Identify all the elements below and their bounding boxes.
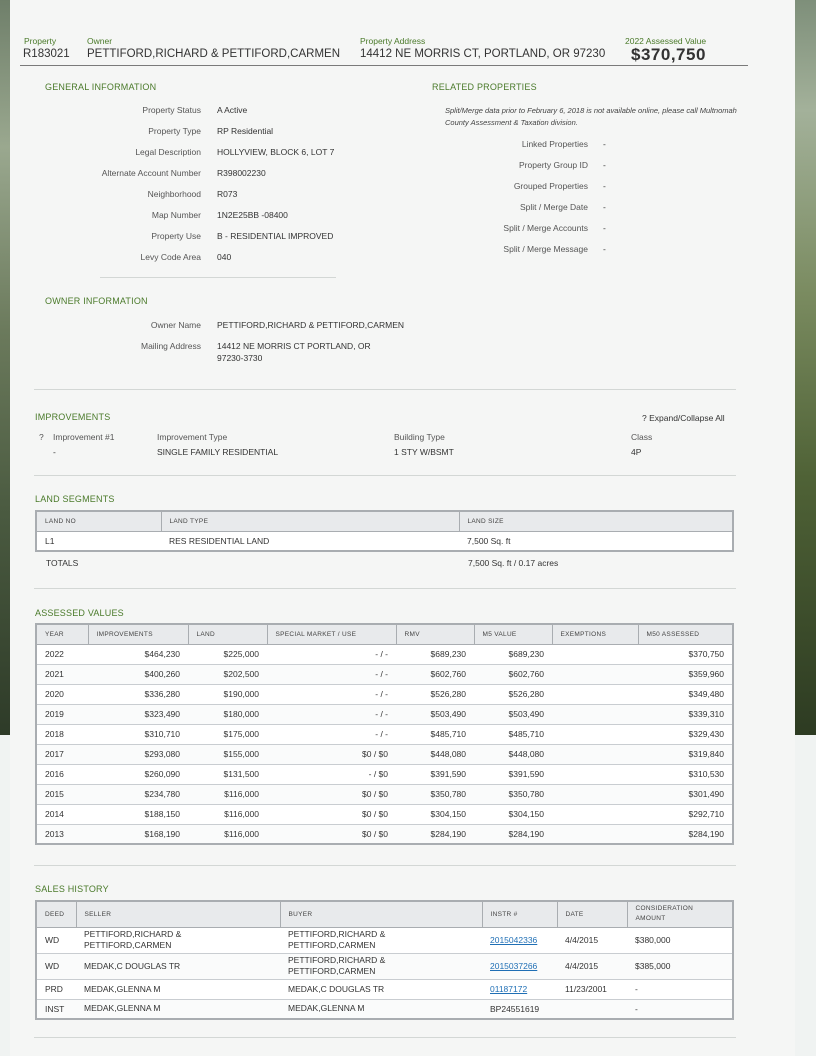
date-cell: 4/4/2015 xyxy=(557,927,627,953)
assessed-cell: 2018 xyxy=(36,724,88,744)
land-row xyxy=(36,531,733,551)
improvements-divider xyxy=(34,475,736,476)
instr-link[interactable]: 01187172 xyxy=(490,984,528,994)
assessed-cell xyxy=(552,644,638,664)
improvement-number-header: Improvement #1 xyxy=(53,432,115,442)
background-image-right xyxy=(794,0,816,735)
related-label: Linked Properties xyxy=(521,139,588,149)
land-size-header: LAND SIZE xyxy=(459,511,733,531)
assessed-cell: 2020 xyxy=(36,684,88,704)
assessed-cell: $0 / $0 xyxy=(267,784,396,804)
related-value: - xyxy=(603,223,606,233)
land-segments-title: LAND SEGMENTS xyxy=(35,494,115,504)
deed-cell: PRD xyxy=(36,979,76,999)
land-cell: 7,500 Sq. ft xyxy=(459,531,733,551)
related-value: - xyxy=(603,202,606,212)
assessed-row xyxy=(36,704,733,724)
general-value: RP Residential xyxy=(217,126,274,136)
assessed-cell xyxy=(552,704,638,724)
assessed-cell: $168,190 xyxy=(88,824,188,844)
assessed-cell: $319,840 xyxy=(638,744,733,764)
general-value: R398002230 xyxy=(217,168,266,178)
address-label: Property Address xyxy=(360,36,426,46)
assessed-cell: $175,000 xyxy=(188,724,267,744)
buyer-cell xyxy=(280,953,482,979)
related-label: Split / Merge Message xyxy=(503,244,588,254)
assessed-cell: $323,490 xyxy=(88,704,188,724)
sales-row xyxy=(36,953,733,979)
rmv-header: RMV xyxy=(396,624,474,644)
assessed-cell: $301,490 xyxy=(638,784,733,804)
deed-cell: WD xyxy=(36,953,76,979)
assessed-row xyxy=(36,644,733,664)
buyer-cell xyxy=(280,979,482,999)
assessed-cell: $350,780 xyxy=(474,784,552,804)
assessed-cell: 2013 xyxy=(36,824,88,844)
assessed-cell: - / - xyxy=(267,644,396,664)
general-value: HOLLYVIEW, BLOCK 6, LOT 7 xyxy=(217,147,335,157)
assessed-cell: - / - xyxy=(267,664,396,684)
general-label: Legal Description xyxy=(135,147,201,157)
general-label: Map Number xyxy=(151,210,201,220)
related-value: - xyxy=(603,181,606,191)
improvement-number: - xyxy=(53,447,56,457)
sales-row xyxy=(36,979,733,999)
assessed-cell: $284,190 xyxy=(638,824,733,844)
assessed-cell: $400,260 xyxy=(88,664,188,684)
assessed-cell: $180,000 xyxy=(188,704,267,724)
assessed-cell: $448,080 xyxy=(396,744,474,764)
buyer-cell xyxy=(280,927,482,953)
assessed-cell: $116,000 xyxy=(188,784,267,804)
seller-cell xyxy=(76,927,280,953)
owner-name-value: PETTIFORD,RICHARD & PETTIFORD,CARMEN xyxy=(217,320,405,330)
assessed-cell: $310,710 xyxy=(88,724,188,744)
expand-toggle-icon[interactable]: ? xyxy=(39,432,44,442)
land-totals-label: TOTALS xyxy=(46,558,79,568)
related-value: - xyxy=(603,160,606,170)
mailing-address-label: Mailing Address xyxy=(140,341,201,351)
m50-assessed-header: M50 ASSESSED xyxy=(638,624,733,644)
assessed-cell: $0 / $0 xyxy=(267,744,396,764)
assessed-cell: $116,000 xyxy=(188,824,267,844)
sales-history-title: SALES HISTORY xyxy=(35,884,109,894)
assessed-cell: $526,280 xyxy=(396,684,474,704)
sales-row xyxy=(36,927,733,953)
seller-cell xyxy=(76,999,280,1019)
instr-cell xyxy=(482,953,557,979)
general-label: Neighborhood xyxy=(147,189,201,199)
m5-value-header: M5 VALUE xyxy=(474,624,552,644)
assessed-row xyxy=(36,784,733,804)
special-market-header: SPECIAL MARKET / USE xyxy=(267,624,396,644)
assessed-cell: $0 / $0 xyxy=(267,804,396,824)
assessed-cell: $202,500 xyxy=(188,664,267,684)
owner-label: Owner xyxy=(87,36,113,46)
assessed-value-label: 2022 Assessed Value xyxy=(625,36,707,46)
building-type-header: Building Type xyxy=(394,432,445,442)
seller-line2: PETTIFORD,CARMEN xyxy=(84,940,172,950)
assessed-cell xyxy=(552,824,638,844)
assessed-cell xyxy=(552,684,638,704)
assessed-row xyxy=(36,744,733,764)
instr-header: INSTR # xyxy=(482,901,557,927)
mailing-address-line1: 14412 NE MORRIS CT PORTLAND, OR xyxy=(217,341,371,351)
expand-collapse-all-link[interactable]: ? Expand/Collapse All xyxy=(642,413,725,423)
sales-history-table xyxy=(35,900,734,1020)
assessed-cell: $284,190 xyxy=(396,824,474,844)
deed-header: DEED xyxy=(36,901,76,927)
assessed-values-title: ASSESSED VALUES xyxy=(35,608,124,618)
land-type-header: LAND TYPE xyxy=(161,511,459,531)
general-label: Property Type xyxy=(148,126,201,136)
land-segments-table xyxy=(35,510,734,552)
assessed-cell: $526,280 xyxy=(474,684,552,704)
assessed-cell: $329,430 xyxy=(638,724,733,744)
assessed-cell: $260,090 xyxy=(88,764,188,784)
improvement-class: 4P xyxy=(631,447,642,457)
general-divider xyxy=(100,277,336,278)
date-cell xyxy=(557,999,627,1019)
assessed-cell: $190,000 xyxy=(188,684,267,704)
instr-cell xyxy=(482,927,557,953)
assessed-cell: $0 / $0 xyxy=(267,824,396,844)
assessed-cell: $503,490 xyxy=(396,704,474,724)
assessed-cell: - / - xyxy=(267,704,396,724)
related-value: - xyxy=(603,244,606,254)
sales-divider xyxy=(34,1037,736,1038)
improvement-type: SINGLE FAMILY RESIDENTIAL xyxy=(157,447,279,457)
assessed-cell: $336,280 xyxy=(88,684,188,704)
assessed-cell: $304,150 xyxy=(396,804,474,824)
general-value: 1N2E25BB -08400 xyxy=(217,210,288,220)
owner-information-title: OWNER INFORMATION xyxy=(45,296,148,306)
assessed-cell: $359,960 xyxy=(638,664,733,684)
improvement-type-header: Improvement Type xyxy=(157,432,228,442)
assessed-cell: $448,080 xyxy=(474,744,552,764)
assessed-cell: 2021 xyxy=(36,664,88,684)
levy-code-link[interactable]: 040 xyxy=(217,252,232,262)
assessed-cell: 2017 xyxy=(36,744,88,764)
assessed-cell: $284,190 xyxy=(474,824,552,844)
assessed-cell: 2019 xyxy=(36,704,88,724)
instr-link[interactable]: 2015042336 xyxy=(490,935,538,945)
buyer-line2: PETTIFORD,CARMEN xyxy=(288,940,376,950)
assessed-cell: $350,780 xyxy=(396,784,474,804)
instr-link[interactable]: 2015037266 xyxy=(490,961,538,971)
exemptions-header: EXEMPTIONS xyxy=(552,624,638,644)
assessed-cell: 2014 xyxy=(36,804,88,824)
assessed-cell: $370,750 xyxy=(638,644,733,664)
sales-row xyxy=(36,999,733,1019)
general-label: Alternate Account Number xyxy=(101,168,201,178)
land-cell: L1 xyxy=(36,531,161,551)
land-no-header: LAND NO xyxy=(36,511,161,531)
assessed-cell: - / - xyxy=(267,724,396,744)
related-label: Split / Merge Accounts xyxy=(503,223,588,233)
split-merge-note: Split/Merge data prior to February 6, 2018 is not available online, please call Multnomah County Assessment & Taxation division. xyxy=(445,106,737,127)
buyer-line2: PETTIFORD,CARMEN xyxy=(288,966,376,976)
instr-cell xyxy=(482,999,557,1019)
improvements-title: IMPROVEMENTS xyxy=(35,412,111,422)
assessed-cell: - / $0 xyxy=(267,764,396,784)
assessed-cell xyxy=(552,664,638,684)
amount-cell: $385,000 xyxy=(627,953,733,979)
assessed-cell: 2016 xyxy=(36,764,88,784)
general-label: Levy Code Area xyxy=(140,252,201,262)
seller-cell xyxy=(76,953,280,979)
assessed-row xyxy=(36,664,733,684)
assessed-cell: - / - xyxy=(267,684,396,704)
assessed-row xyxy=(36,764,733,784)
buyer-line1: MEDAK,GLENNA M xyxy=(288,1003,365,1014)
instr-text: BP24551619 xyxy=(490,1003,540,1014)
land-cell: RES RESIDENTIAL LAND xyxy=(161,531,459,551)
general-label: Property Status xyxy=(142,105,201,115)
amount-cell: - xyxy=(627,979,733,999)
assessed-cell: $304,150 xyxy=(474,804,552,824)
year-header: YEAR xyxy=(36,624,88,644)
assessed-cell: $225,000 xyxy=(188,644,267,664)
assessed-cell: 2022 xyxy=(36,644,88,664)
assessed-cell: $339,310 xyxy=(638,704,733,724)
assessed-cell: $391,590 xyxy=(474,764,552,784)
related-label: Grouped Properties xyxy=(513,181,588,191)
assessed-cell: $293,080 xyxy=(88,744,188,764)
assessed-cell: $310,530 xyxy=(638,764,733,784)
assessed-cell: $131,500 xyxy=(188,764,267,784)
mailing-address-line2: 97230-3730 xyxy=(217,353,263,363)
related-value: - xyxy=(603,139,606,149)
assessed-cell: $155,000 xyxy=(188,744,267,764)
deed-cell: WD xyxy=(36,927,76,953)
buyer-line1: MEDAK,C DOUGLAS TR xyxy=(288,983,385,994)
assessed-cell: $485,710 xyxy=(474,724,552,744)
assessed-cell: $292,710 xyxy=(638,804,733,824)
class-header: Class xyxy=(631,432,653,442)
land-divider xyxy=(34,588,736,589)
date-cell: 11/23/2001 xyxy=(557,979,627,999)
general-label: Property Use xyxy=(151,231,201,241)
buyer-header: BUYER xyxy=(280,901,482,927)
general-information-title: GENERAL INFORMATION xyxy=(45,82,157,92)
assessed-cell xyxy=(552,724,638,744)
property-id: R183021 xyxy=(23,48,70,60)
deed-cell: INST xyxy=(36,999,76,1019)
amount-cell: $380,000 xyxy=(627,927,733,953)
assessed-row xyxy=(36,684,733,704)
seller-line1: PETTIFORD,RICHARD & xyxy=(84,929,182,939)
related-properties-title: RELATED PROPERTIES xyxy=(432,82,537,92)
assessed-cell xyxy=(552,804,638,824)
assessed-cell: $234,780 xyxy=(88,784,188,804)
buyer-cell xyxy=(280,999,482,1019)
buyer-line1: PETTIFORD,RICHARD & xyxy=(288,955,386,965)
improvements-header: IMPROVEMENTS xyxy=(88,624,188,644)
general-value: B - RESIDENTIAL IMPROVED xyxy=(217,231,334,241)
land-totals-value: 7,500 Sq. ft / 0.17 acres xyxy=(468,558,559,568)
date-header: DATE xyxy=(557,901,627,927)
seller-header: SELLER xyxy=(76,901,280,927)
assessed-cell: $391,590 xyxy=(396,764,474,784)
header-divider xyxy=(20,65,748,66)
assessed-cell: $188,150 xyxy=(88,804,188,824)
property-report-page xyxy=(10,0,795,1056)
assessed-cell: $485,710 xyxy=(396,724,474,744)
assessed-values-table xyxy=(35,623,734,845)
assessed-cell: $689,230 xyxy=(396,644,474,664)
owner-divider xyxy=(34,389,736,390)
assessed-cell xyxy=(552,744,638,764)
seller-line1: MEDAK,GLENNA M xyxy=(84,1003,161,1014)
owner-name-label: Owner Name xyxy=(150,320,201,330)
assessed-cell xyxy=(552,764,638,784)
general-value: A Active xyxy=(217,105,248,115)
assessed-row xyxy=(36,724,733,744)
assessed-cell: $349,480 xyxy=(638,684,733,704)
consideration-amount-header: CONSIDERATION AMOUNT xyxy=(627,901,733,927)
general-value: R073 xyxy=(217,189,238,199)
instr-cell xyxy=(482,979,557,999)
assessed-cell: $602,760 xyxy=(474,664,552,684)
address-value: 14412 NE MORRIS CT, PORTLAND, OR 97230 xyxy=(360,48,606,60)
seller-line1: MEDAK,C DOUGLAS TR xyxy=(84,960,181,971)
seller-line1: MEDAK,GLENNA M xyxy=(84,983,161,994)
assessed-cell: $602,760 xyxy=(396,664,474,684)
seller-cell xyxy=(76,979,280,999)
assessed-cell xyxy=(552,784,638,804)
land-header: LAND xyxy=(188,624,267,644)
assessed-cell: $464,230 xyxy=(88,644,188,664)
assessed-cell: $116,000 xyxy=(188,804,267,824)
buyer-line1: PETTIFORD,RICHARD & xyxy=(288,929,386,939)
assessed-cell: $503,490 xyxy=(474,704,552,724)
assessed-row xyxy=(36,804,733,824)
assessed-cell: 2015 xyxy=(36,784,88,804)
related-label: Split / Merge Date xyxy=(519,202,588,212)
assessed-value: $370,750 xyxy=(631,45,706,64)
owner-value: PETTIFORD,RICHARD & PETTIFORD,CARMEN xyxy=(87,48,341,60)
building-type: 1 STY W/BSMT xyxy=(394,447,454,457)
amount-cell: - xyxy=(627,999,733,1019)
related-label: Property Group ID xyxy=(519,160,588,170)
assessed-cell: $689,230 xyxy=(474,644,552,664)
date-cell: 4/4/2015 xyxy=(557,953,627,979)
property-label: Property xyxy=(24,36,57,46)
assessed-row xyxy=(36,824,733,844)
assessed-divider xyxy=(34,865,736,866)
